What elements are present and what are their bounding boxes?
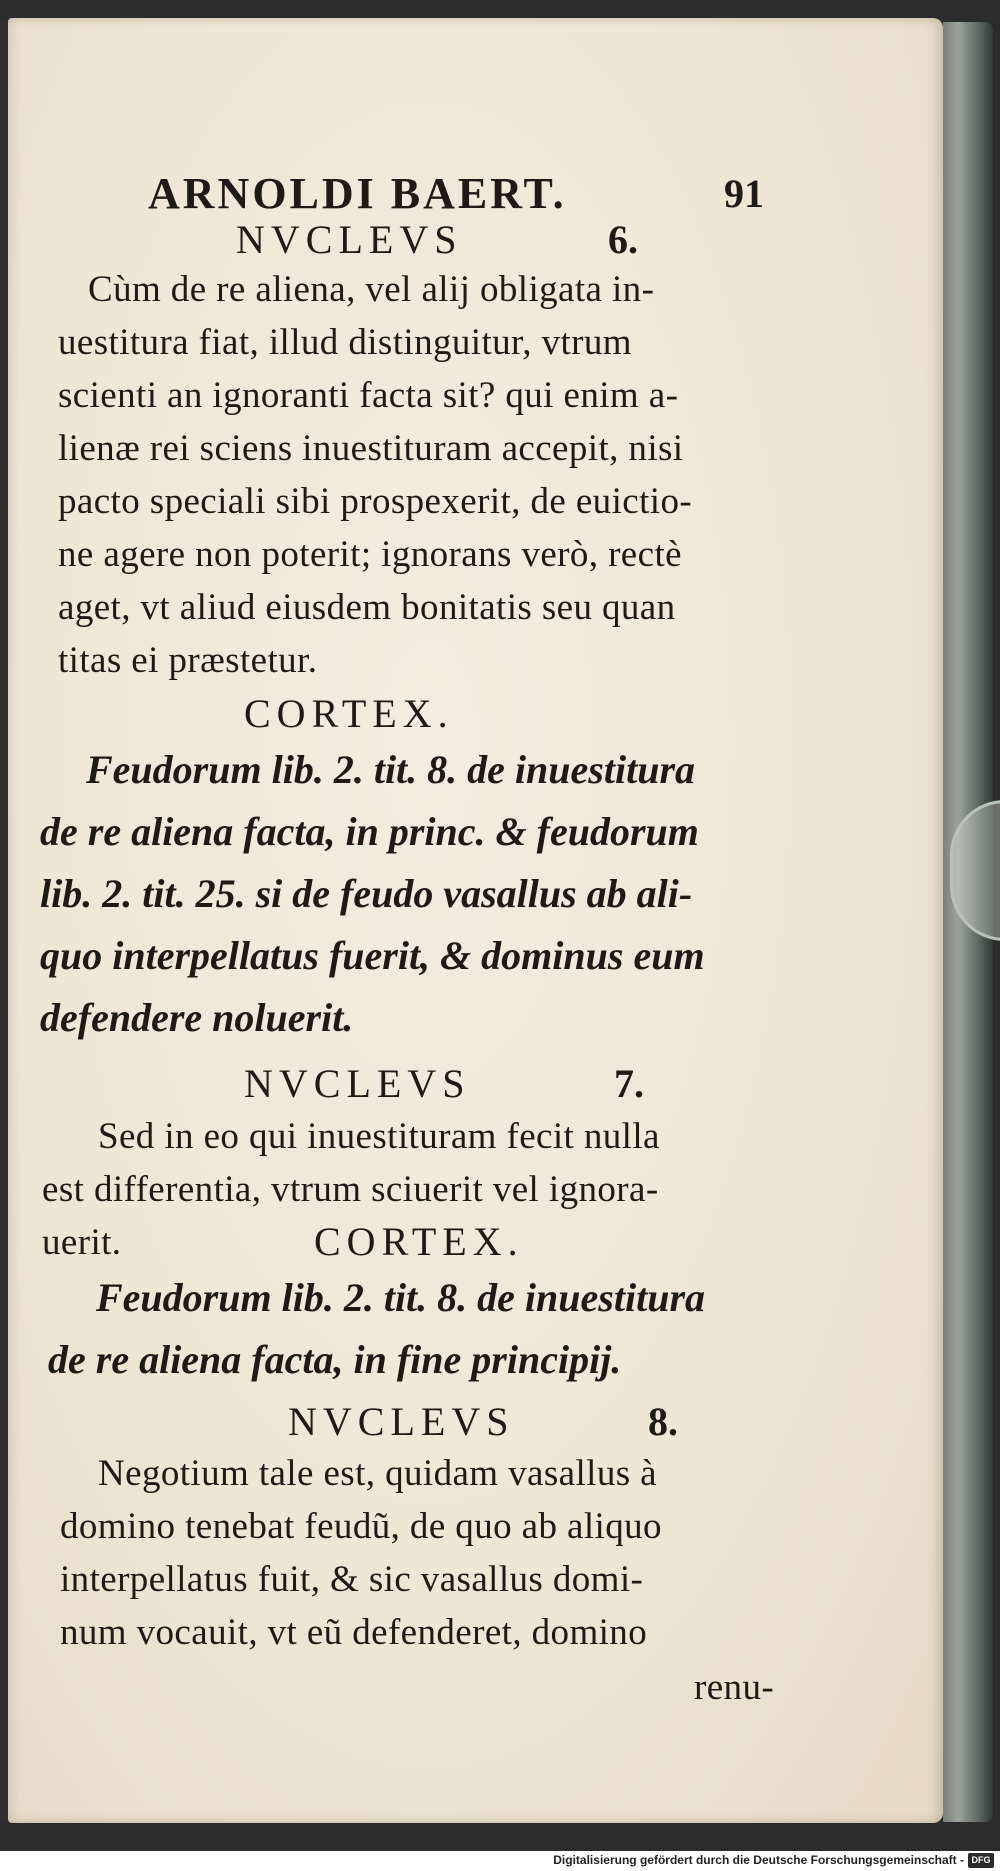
nucleus-number-8: 8. bbox=[648, 1399, 678, 1444]
citation-line: Feudorum lib. 2. tit. 8. de inuestitura bbox=[96, 1275, 706, 1320]
dfg-logo-icon: DFG bbox=[968, 1853, 994, 1868]
catchword: renu- bbox=[694, 1667, 775, 1708]
body-line: lienæ rei sciens inuestituram accepit, nisi bbox=[58, 428, 684, 469]
body-line: Negotium tale est, quidam vasallus à bbox=[98, 1453, 657, 1494]
citation-line: lib. 2. tit. 25. si de feudo vasallus ab ali- bbox=[40, 871, 693, 916]
nucleus-heading-7: NVCLEVS bbox=[244, 1061, 471, 1106]
body-line: pacto speciali sibi prospexerit, de euictio- bbox=[58, 481, 693, 522]
nucleus-number-6: 6. bbox=[608, 217, 638, 262]
citation-line: de re aliena facta, in fine principij. bbox=[48, 1337, 622, 1382]
page-number: 91 bbox=[724, 171, 764, 216]
body-line: scienti an ignoranti facta sit? qui enim a- bbox=[58, 375, 679, 416]
cortex-heading-6: CORTEX. bbox=[244, 691, 454, 736]
nucleus-number-7: 7. bbox=[614, 1061, 644, 1106]
body-line: titas ei præstetur. bbox=[58, 640, 318, 681]
citation-line: defendere noluerit. bbox=[40, 995, 354, 1040]
top-shadow bbox=[0, 0, 1000, 20]
body-line: Sed in eo qui inuestituram fecit nulla bbox=[98, 1116, 660, 1157]
body-line: domino tenebat feudũ, de quo ab aliquo bbox=[60, 1506, 662, 1547]
body-line: uestitura fiat, illud distinguitur, vtrum bbox=[58, 322, 632, 363]
citation-line: quo interpellatus fuerit, & dominus eum bbox=[40, 933, 705, 978]
body-line: ne agere non poterit; ignorans verò, rectè bbox=[58, 534, 682, 575]
book-page bbox=[8, 18, 943, 1823]
citation-line: Feudorum lib. 2. tit. 8. de inuestitura bbox=[86, 747, 696, 792]
nucleus-heading-8: NVCLEVS bbox=[288, 1399, 515, 1444]
body-line: Cùm de re aliena, vel alij obligata in- bbox=[88, 269, 655, 310]
nucleus-heading-6: NVCLEVS bbox=[236, 217, 463, 262]
cortex-heading-7: CORTEX. bbox=[314, 1219, 524, 1264]
body-line: interpellatus fuit, & sic vasallus domi- bbox=[60, 1559, 644, 1600]
citation-line: de re aliena facta, in princ. & feudorum bbox=[40, 809, 699, 854]
body-line: num vocauit, vt eũ defenderet, domino bbox=[60, 1612, 648, 1653]
body-line: est differentia, vtrum sciuerit vel ignora- bbox=[42, 1169, 659, 1210]
funding-credit: Digitalisierung gefördert durch die Deutsche Forschungsgemeinschaft - bbox=[553, 1853, 964, 1867]
body-line: aget, vt aliud eiusdem bonitatis seu quan bbox=[58, 587, 676, 628]
bottom-shadow bbox=[0, 1823, 1000, 1851]
body-line: uerit. bbox=[42, 1222, 122, 1263]
running-title: ARNOLDI BAERT. bbox=[148, 169, 567, 218]
